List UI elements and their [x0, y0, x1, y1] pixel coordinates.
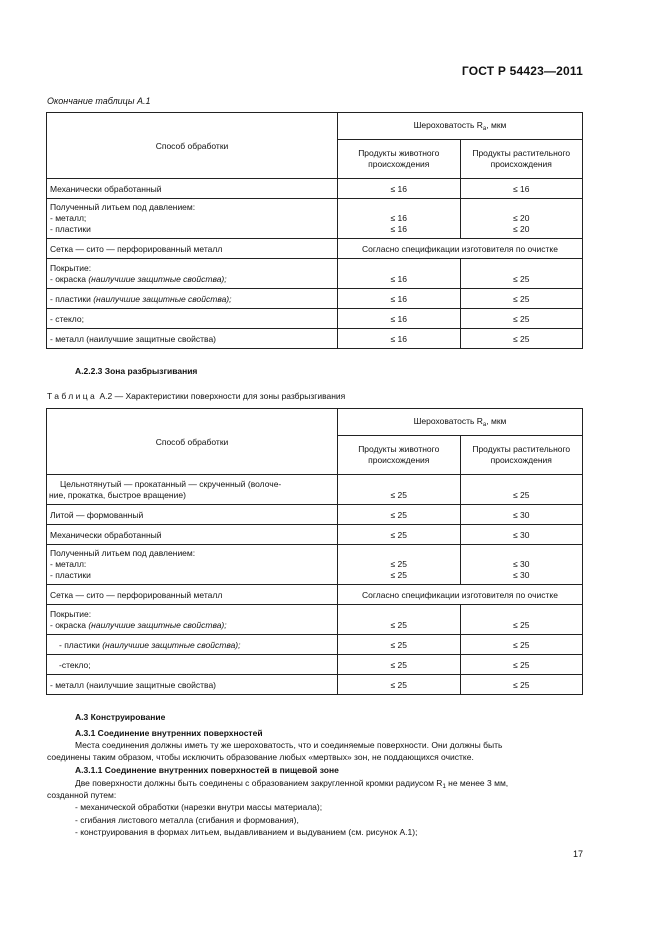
col-header-plant: Продукты растительного происхождения — [460, 436, 583, 475]
paragraph-a311-line2: созданной путем: — [47, 790, 117, 800]
col-header-roughness: Шероховатость $R_a$, мкм — [338, 113, 583, 140]
table1-caption: Окончание таблицы А.1 — [47, 96, 151, 106]
table-row: - металл (наилучшие защитные свойства) ≤ 25 ≤ 25 — [47, 675, 583, 695]
section-heading-a223: А.2.2.3 Зона разбрызгивания — [75, 366, 198, 376]
table2-caption: Таблица А.2 — Характеристики поверхности для зоны разбрызгивания — [47, 391, 346, 401]
paragraph-a311-line1: Две поверхности должны быть соединены с образованием закругленной кромки радиусом $R_1$ не менее 3 мм, — [75, 778, 509, 790]
list-item: - сгибания листового металла (сгибания и формования), — [75, 815, 299, 825]
col-header-method: Способ обработки — [47, 409, 338, 475]
table-row: -стекло; ≤ 25 ≤ 25 — [47, 655, 583, 675]
table-row: Полученный литьем под давлением: - металл: - пластики ≤ 25 ≤ 25 ≤ 30 ≤ 30 — [47, 545, 583, 585]
section-heading-a311: А.3.1.1 Соединение внутренних поверхностей в пищевой зоне — [75, 765, 339, 775]
col-header-animal: Продукты животного происхождения — [338, 140, 461, 179]
page-number: 17 — [572, 849, 583, 859]
table-row: - пластики (наилучшие защитные свойства); ≤ 25 ≤ 25 — [47, 635, 583, 655]
col-header-roughness: Шероховатость $R_a$, мкм — [338, 409, 583, 436]
list-item: - механической обработки (нарезки внутри массы материала); — [75, 802, 323, 812]
table-row: Механически обработанный ≤ 16 ≤ 16 — [47, 179, 583, 199]
table-row: Механически обработанный ≤ 25 ≤ 30 — [47, 525, 583, 545]
table-row: Цельнотянутый — прокатанный — скрученный (волоче- ние, прокатка, быстрое вращение) ≤ 25 ≤ 25 — [47, 475, 583, 505]
col-header-method: Способ обработки — [47, 113, 338, 179]
paragraph-a31-line2: соединены таким образом, чтобы исключить образование любых «мертвых» зон, не поддающихся очистке. — [47, 752, 474, 762]
table-row: Полученный литьем под давлением: - металл; - пластики ≤ 16 ≤ 16 ≤ 20 ≤ 20 — [47, 199, 583, 239]
col-header-plant: Продукты растительного происхождения — [460, 140, 583, 179]
table-row: Сетка — сито — перфорированный металл Согласно спецификации изготовителя по очистке — [47, 585, 583, 605]
section-heading-a3: А.3 Конструирование — [75, 712, 166, 722]
table-row: Литой — формованный ≤ 25 ≤ 30 — [47, 505, 583, 525]
table-row: Покрытие: - окраска (наилучшие защитные свойства); ≤ 16 ≤ 25 — [47, 259, 583, 289]
table-row: - металл (наилучшие защитные свойства) ≤ 16 ≤ 25 — [47, 329, 583, 349]
table-row: - стекло; ≤ 16 ≤ 25 — [47, 309, 583, 329]
table-row: - пластики (наилучшие защитные свойства); ≤ 16 ≤ 25 — [47, 289, 583, 309]
paragraph-a31-line1: Места соединения должны иметь ту же шероховатость, что и соединяемые поверхности. Они должны быть — [75, 740, 503, 750]
table-row: Сетка — сито — перфорированный металл Согласно спецификации изготовителя по очистке — [47, 239, 583, 259]
table-row: Покрытие: - окраска (наилучшие защитные свойства); ≤ 25 ≤ 25 — [47, 605, 583, 635]
document-header: ГОСТ Р 54423—2011 — [461, 64, 583, 78]
table-a2 — [46, 408, 583, 695]
table-a1-end — [46, 112, 583, 349]
col-header-animal: Продукты животного происхождения — [338, 436, 461, 475]
section-heading-a31: А.3.1 Соединение внутренних поверхностей — [75, 728, 263, 738]
list-item: - конструирования в формах литьем, выдавливанием и выдуванием (см. рисунок А.1); — [75, 827, 418, 837]
